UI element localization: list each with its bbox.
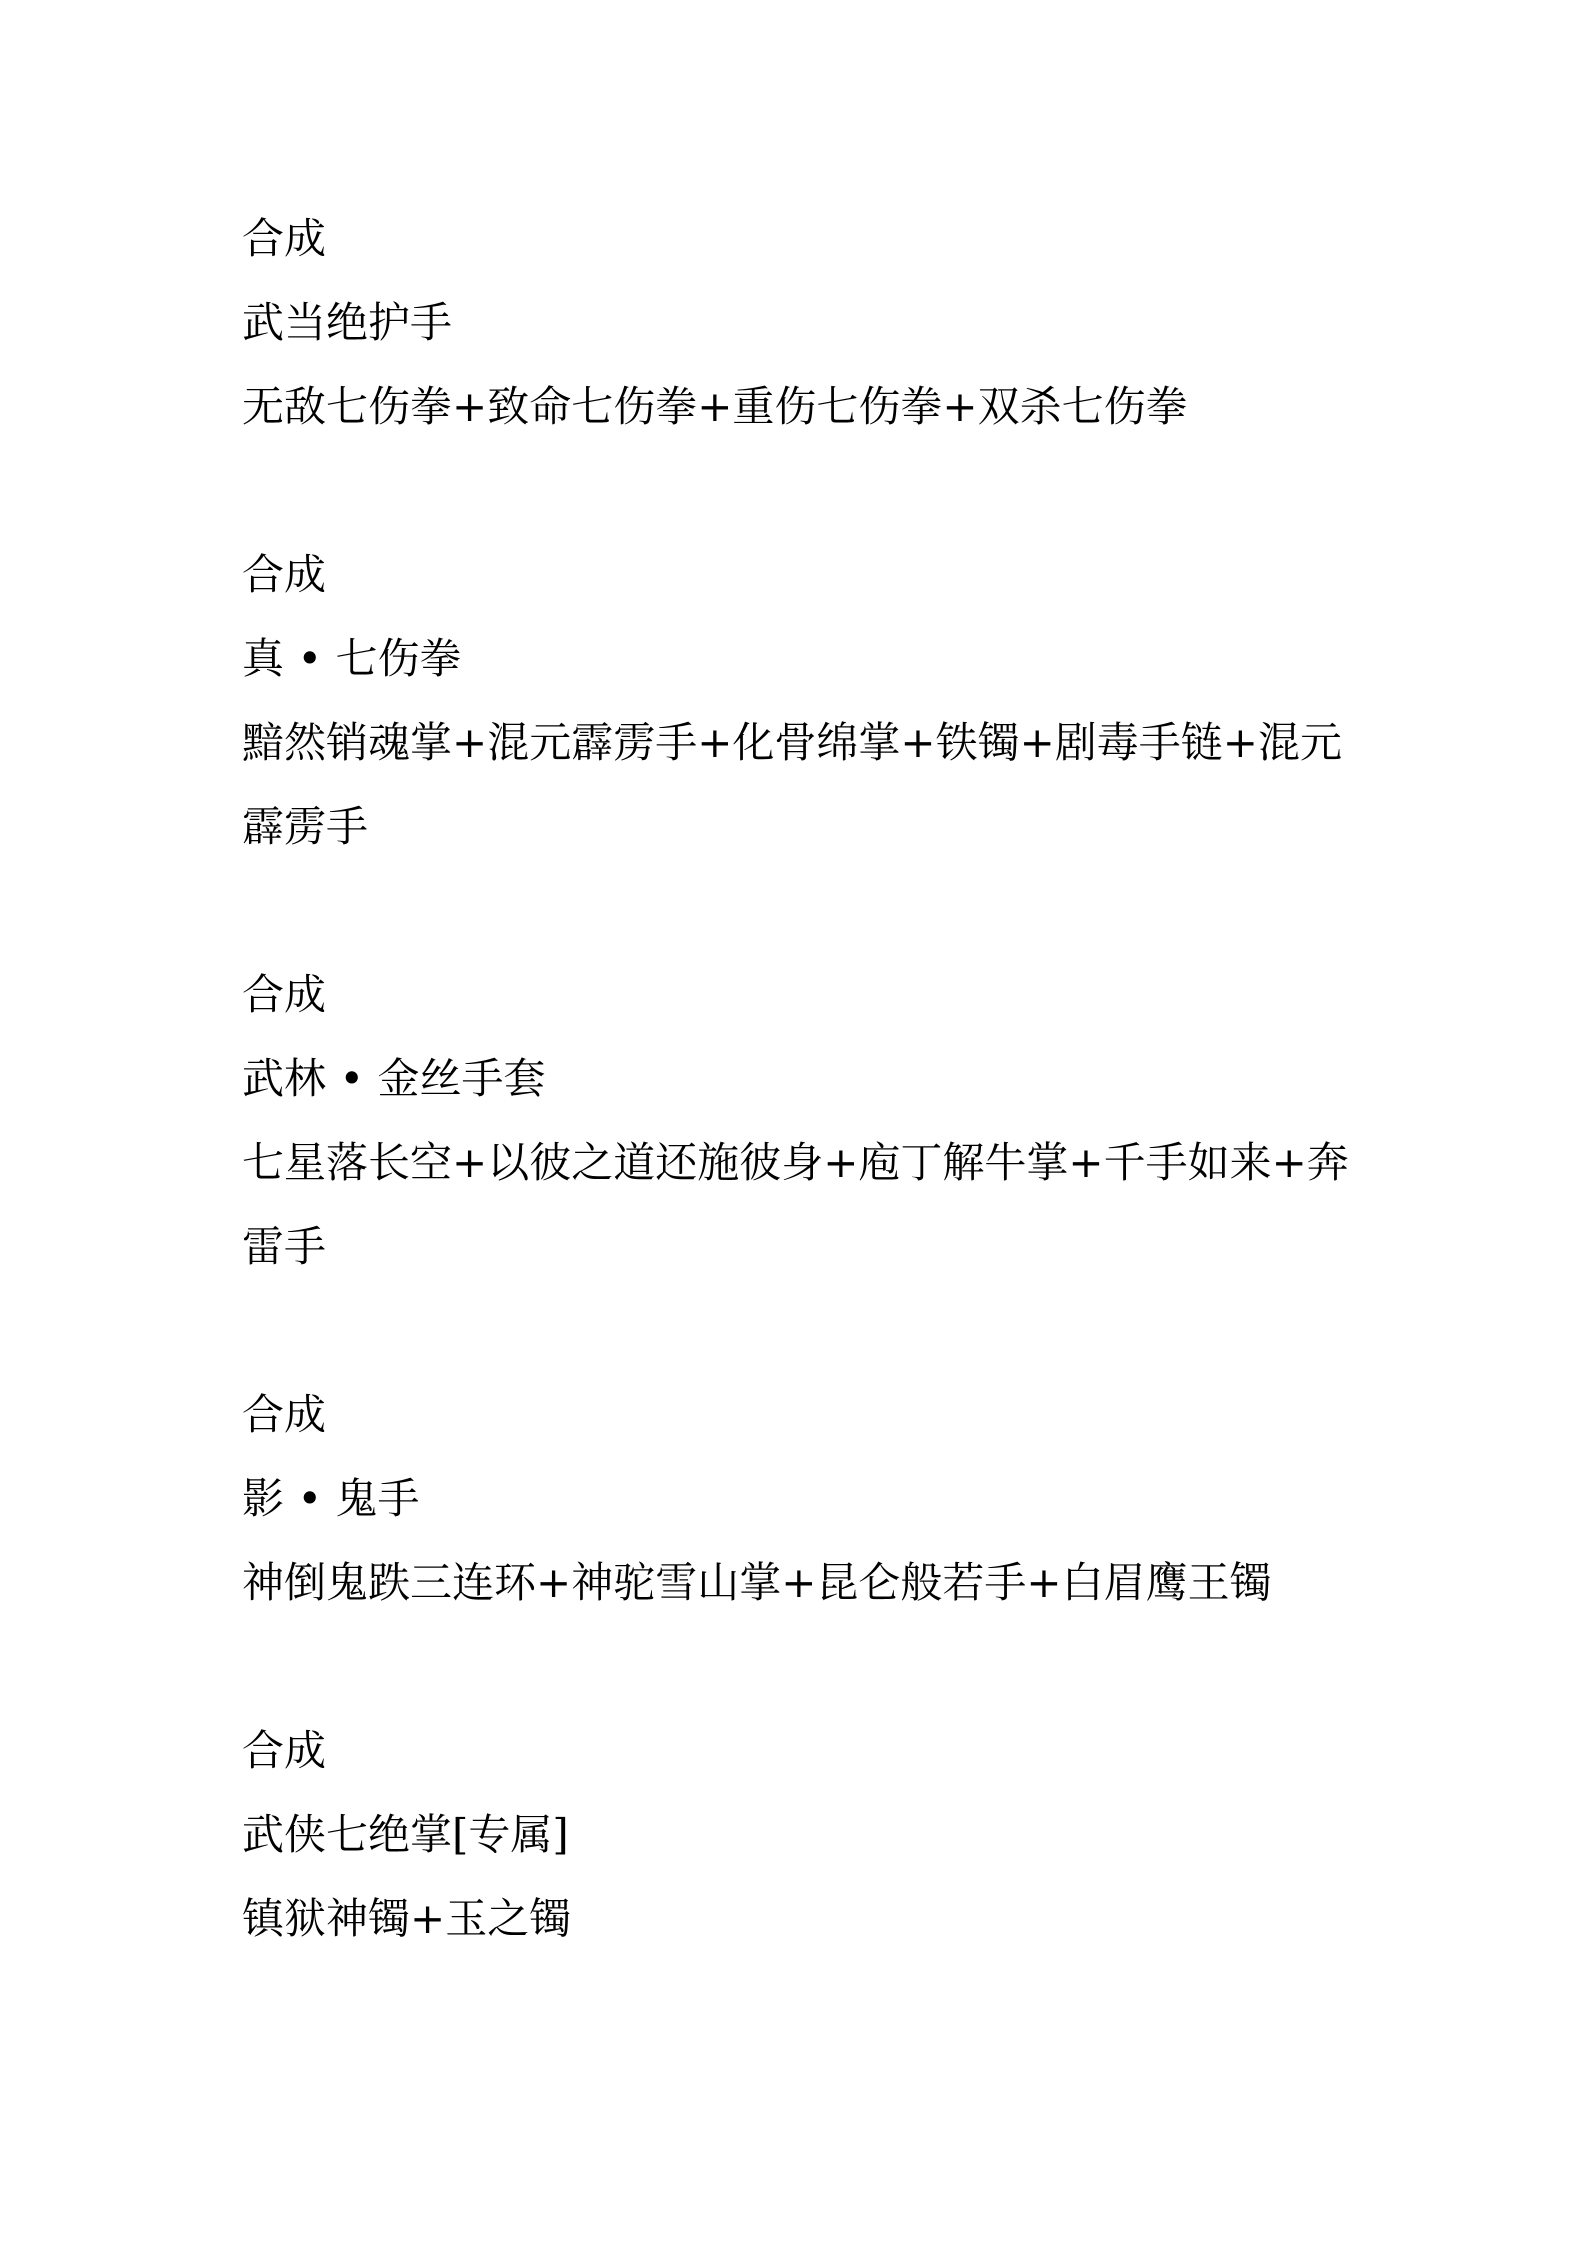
recipe-materials: 无敌七伤拳+致命七伤拳+重伤七伤拳+双杀七伤拳 [242, 382, 1188, 431]
recipe-item-name: 影 • 鬼手 [242, 1474, 420, 1523]
recipe-entry [242, 197, 1362, 449]
recipe-item-name: 武林 • 金丝手套 [242, 1054, 546, 1103]
recipe-entry [242, 1709, 1362, 1961]
document-page [242, 197, 1362, 2045]
recipe-materials: 七星落长空+以彼之道还施彼身+庖丁解牛掌+千手如来+奔雷手 [242, 1138, 1349, 1271]
recipe-materials: 镇狱神镯+玉之镯 [242, 1894, 572, 1943]
recipe-entry [242, 533, 1362, 869]
recipe-materials: 神倒鬼跌三连环+神驼雪山掌+昆仑般若手+白眉鹰王镯 [242, 1558, 1272, 1607]
recipe-label: 合成 [242, 1390, 327, 1439]
recipe-label: 合成 [242, 1726, 327, 1775]
recipe-label: 合成 [242, 214, 327, 263]
recipe-item-name: 武当绝护手 [242, 298, 453, 347]
recipe-label: 合成 [242, 550, 327, 599]
recipe-entry [242, 953, 1362, 1289]
recipe-materials: 黯然销魂掌+混元霹雳手+化骨绵掌+铁镯+剧毒手链+混元霹雳手 [242, 718, 1342, 851]
recipe-item-name: 武侠七绝掌[专属] [242, 1810, 569, 1859]
recipe-label: 合成 [242, 970, 327, 1019]
recipe-entry [242, 1373, 1362, 1625]
recipe-item-name: 真 • 七伤拳 [242, 634, 462, 683]
